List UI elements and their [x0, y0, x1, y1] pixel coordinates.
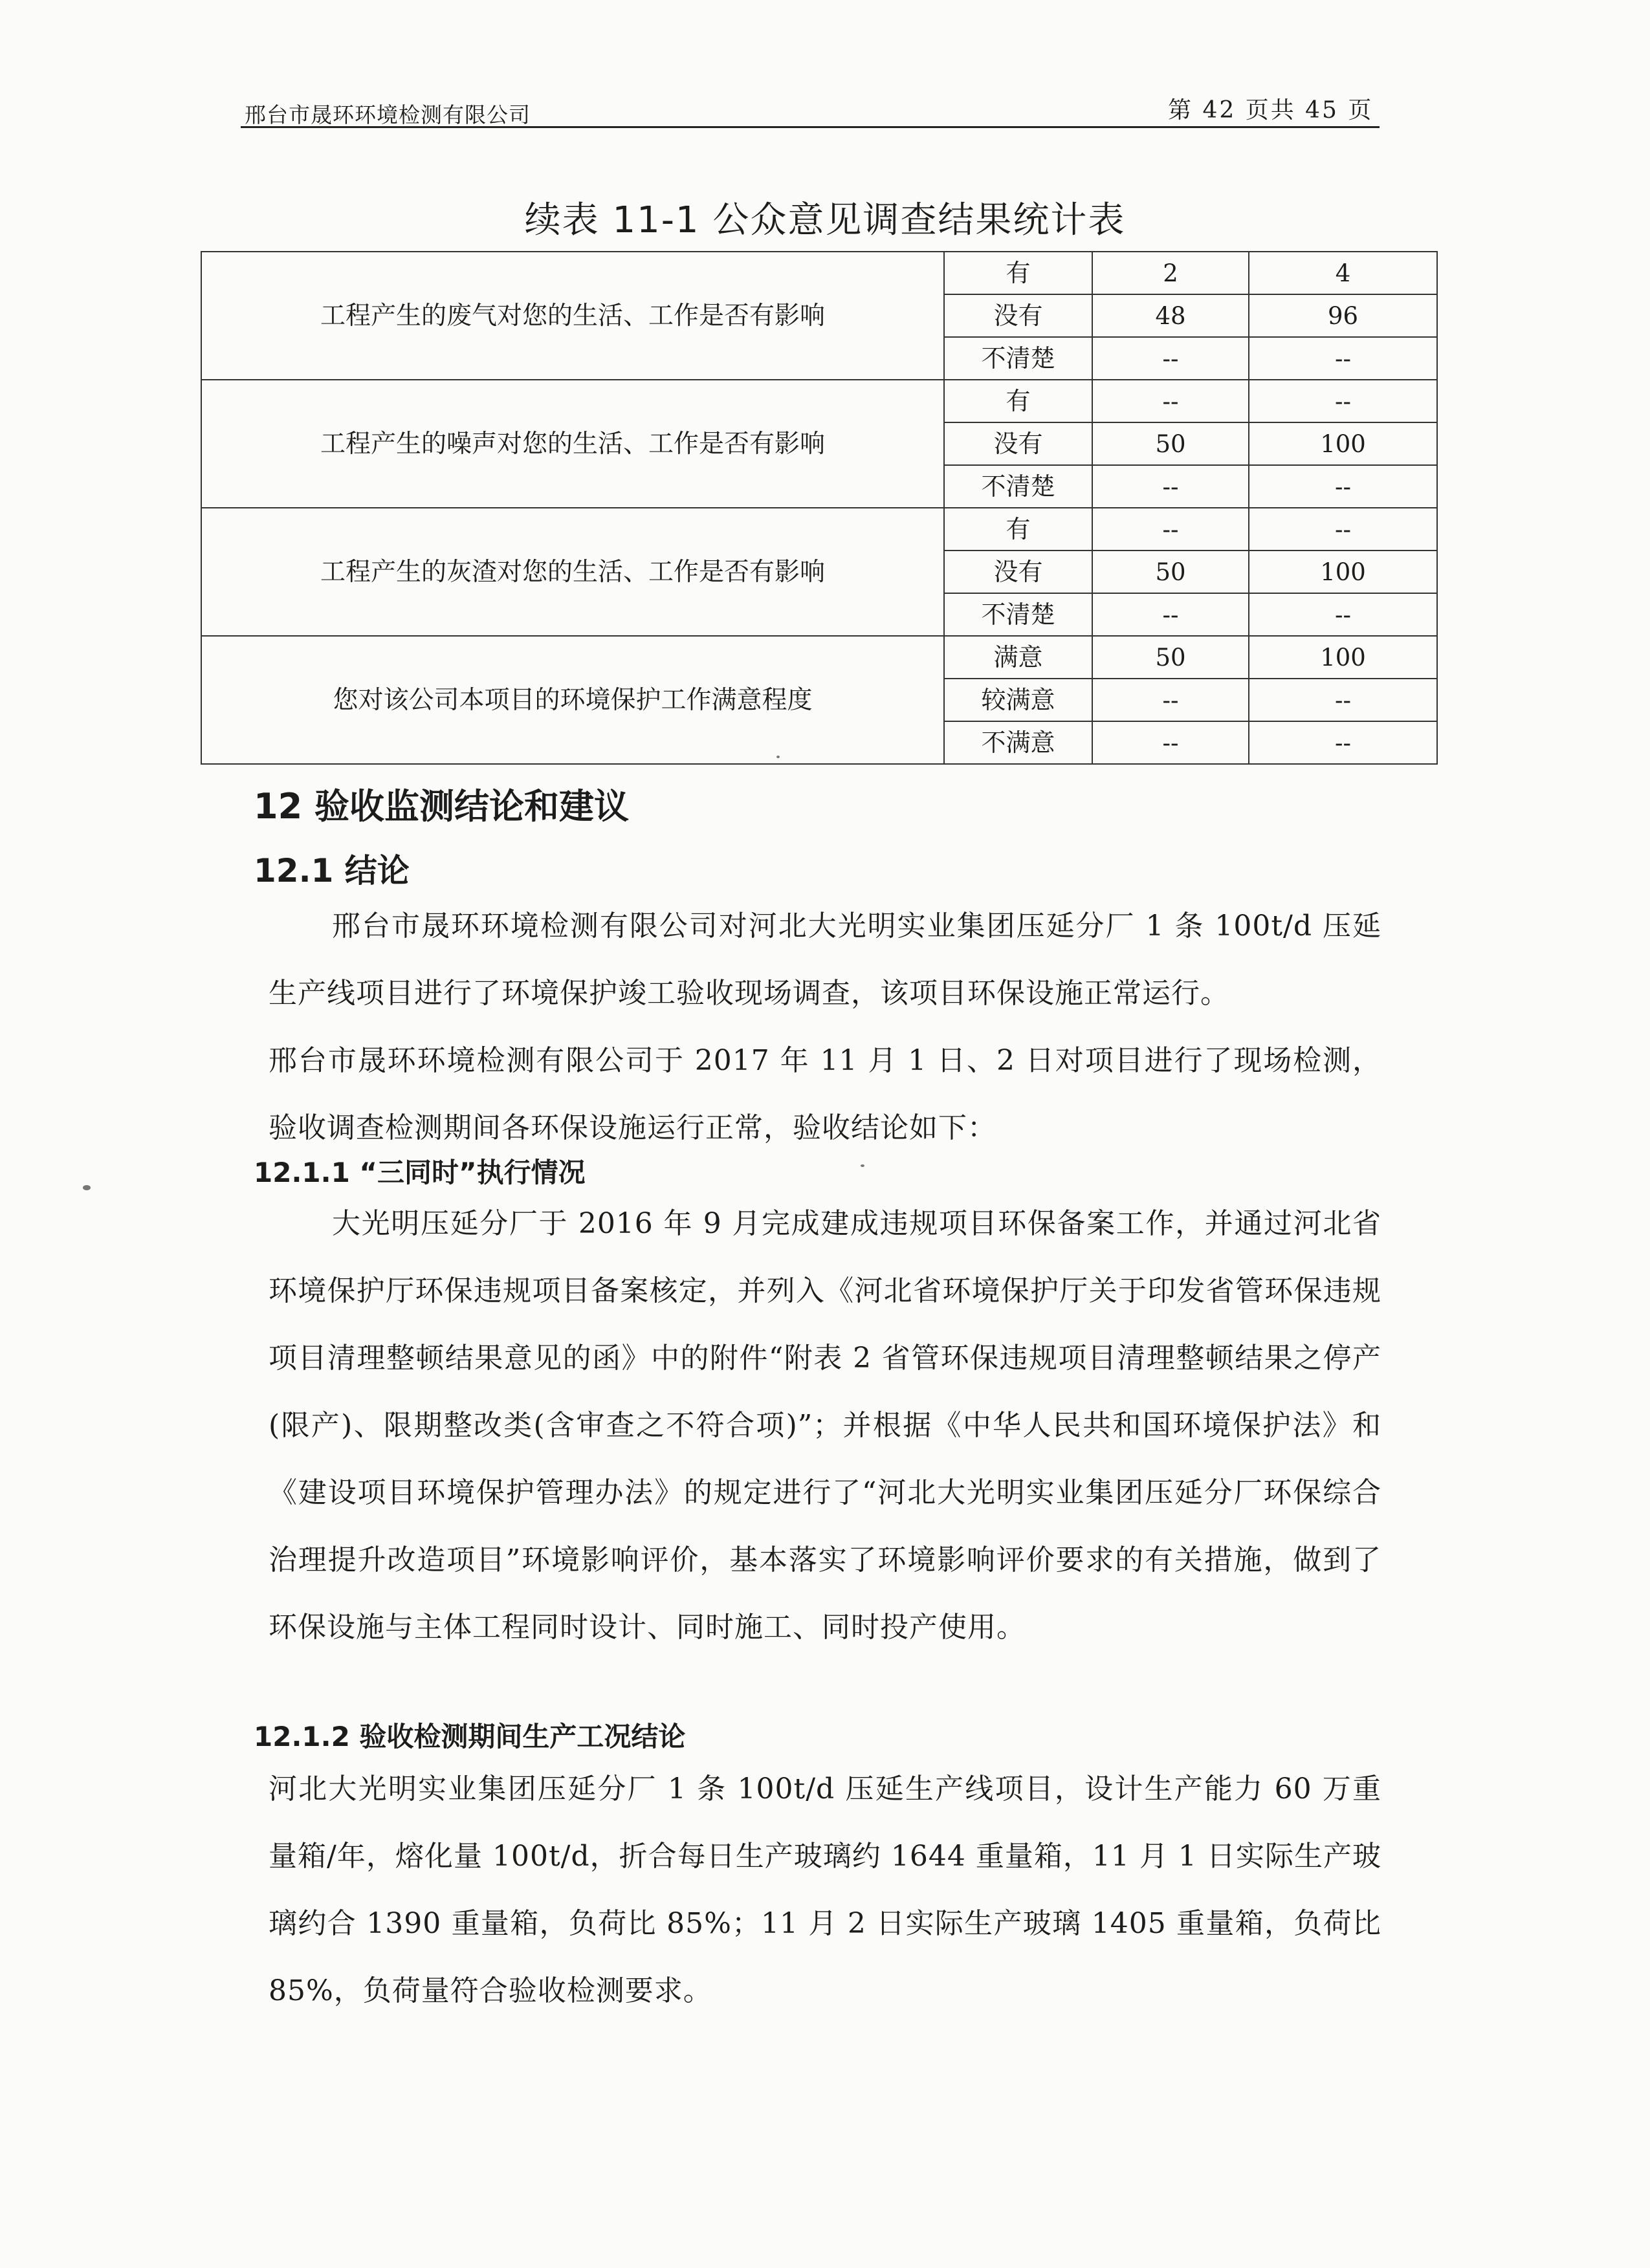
option-cell: 没有	[944, 551, 1092, 593]
count-cell: 50	[1092, 636, 1249, 679]
question-cell: 工程产生的噪声对您的生活、工作是否有影响	[201, 380, 944, 508]
percent-cell: --	[1249, 593, 1437, 636]
option-cell: 不清楚	[944, 337, 1092, 380]
section-12-1-1-heading: 12.1.1 “三同时”执行情况	[254, 1157, 586, 1188]
conclusion-paragraph-2: 邢台市晟环环境检测有限公司于 2017 年 11 月 1 日、2 日对项目进行了现场检测，验收调查检测期间各环保设施运行正常，验收结论如下：	[269, 1044, 1381, 1144]
percent-cell: --	[1249, 337, 1437, 380]
option-cell: 不清楚	[944, 465, 1092, 508]
count-cell: 50	[1092, 551, 1249, 593]
option-cell: 较满意	[944, 679, 1092, 721]
count-cell: --	[1092, 508, 1249, 551]
percent-cell: 4	[1249, 252, 1437, 294]
percent-cell: --	[1249, 508, 1437, 551]
percent-cell: 96	[1249, 294, 1437, 337]
scan-speck	[776, 756, 780, 758]
option-cell: 有	[944, 252, 1092, 294]
production-condition-paragraph: 河北大光明实业集团压延分厂 1 条 100t/d 压延生产线项目，设计生产能力 60 万重量箱/年，熔化量 100t/d，折合每日生产玻璃约 1644 重量箱，11 月 1 日实际生产玻璃约合 1390 重量箱，负荷比 85%；11 月 2 日实际生产玻璃 1405 重量箱，负荷比 85%，负荷量符合验收检测要求。	[269, 1772, 1381, 2007]
table-row	[201, 508, 1437, 551]
table-title: 续表 11-1 公众意见调查结果统计表	[524, 199, 1126, 241]
option-cell: 有	[944, 508, 1092, 551]
count-cell: --	[1092, 721, 1249, 764]
scan-speck	[861, 1164, 864, 1167]
percent-cell: 100	[1249, 422, 1437, 465]
percent-cell: --	[1249, 721, 1437, 764]
table-row	[201, 380, 1437, 422]
count-cell: --	[1092, 593, 1249, 636]
section-12-1-heading: 12.1 结论	[254, 852, 410, 889]
question-cell: 工程产生的废气对您的生活、工作是否有影响	[201, 252, 944, 380]
count-cell: 50	[1092, 422, 1249, 465]
count-cell: 48	[1092, 294, 1249, 337]
option-cell: 没有	[944, 422, 1092, 465]
header-page-info: 第 42 页共 45 页	[1168, 97, 1374, 124]
percent-cell: --	[1249, 465, 1437, 508]
header-company: 邢台市晟环环境检测有限公司	[245, 102, 531, 127]
count-cell: 2	[1092, 252, 1249, 294]
percent-cell: 100	[1249, 636, 1437, 679]
question-cell: 工程产生的灰渣对您的生活、工作是否有影响	[201, 508, 944, 636]
option-cell: 不满意	[944, 721, 1092, 764]
percent-cell: --	[1249, 380, 1437, 422]
table-row	[201, 636, 1437, 679]
percent-cell: 100	[1249, 551, 1437, 593]
option-cell: 有	[944, 380, 1092, 422]
section-12-heading: 12 验收监测结论和建议	[254, 786, 629, 827]
scan-speck	[83, 1185, 91, 1190]
percent-cell: --	[1249, 679, 1437, 721]
survey-table	[201, 251, 1438, 765]
option-cell: 不清楚	[944, 593, 1092, 636]
header-rule	[241, 126, 1380, 128]
count-cell: --	[1092, 380, 1249, 422]
count-cell: --	[1092, 337, 1249, 380]
conclusion-paragraph-1: 邢台市晟环环境检测有限公司对河北大光明实业集团压延分厂 1 条 100t/d 压延生产线项目进行了环境保护竣工验收现场调查，该项目环保设施正常运行。	[269, 910, 1381, 1010]
count-cell: --	[1092, 679, 1249, 721]
count-cell: --	[1092, 465, 1249, 508]
question-cell: 您对该公司本项目的环境保护工作满意程度	[201, 636, 944, 764]
option-cell: 满意	[944, 636, 1092, 679]
three-simultaneous-paragraph: 大光明压延分厂于 2016 年 9 月完成建成违规项目环保备案工作，并通过河北省环境保护厅环保违规项目备案核定，并列入《河北省环境保护厅关于印发省管环保违规项目清理整顿结果意见的函》中的附件“附表 2 省管环保违规项目清理整顿结果之停产(限产)、限期整改类(含审查之不符合项)”；并根据《中华人民共和国环境保护法》和《建设项目环境保护管理办法》的规定进行了“河北大光明实业集团压延分厂环保综合治理提升改造项目”环境影响评价，基本落实了环境影响评价要求的有关措施，做到了环保设施与主体工程同时设计、同时施工、同时投产使用。	[269, 1207, 1381, 1644]
option-cell: 没有	[944, 294, 1092, 337]
section-12-1-2-heading: 12.1.2 验收检测期间生产工况结论	[254, 1721, 686, 1752]
table-row	[201, 252, 1437, 294]
